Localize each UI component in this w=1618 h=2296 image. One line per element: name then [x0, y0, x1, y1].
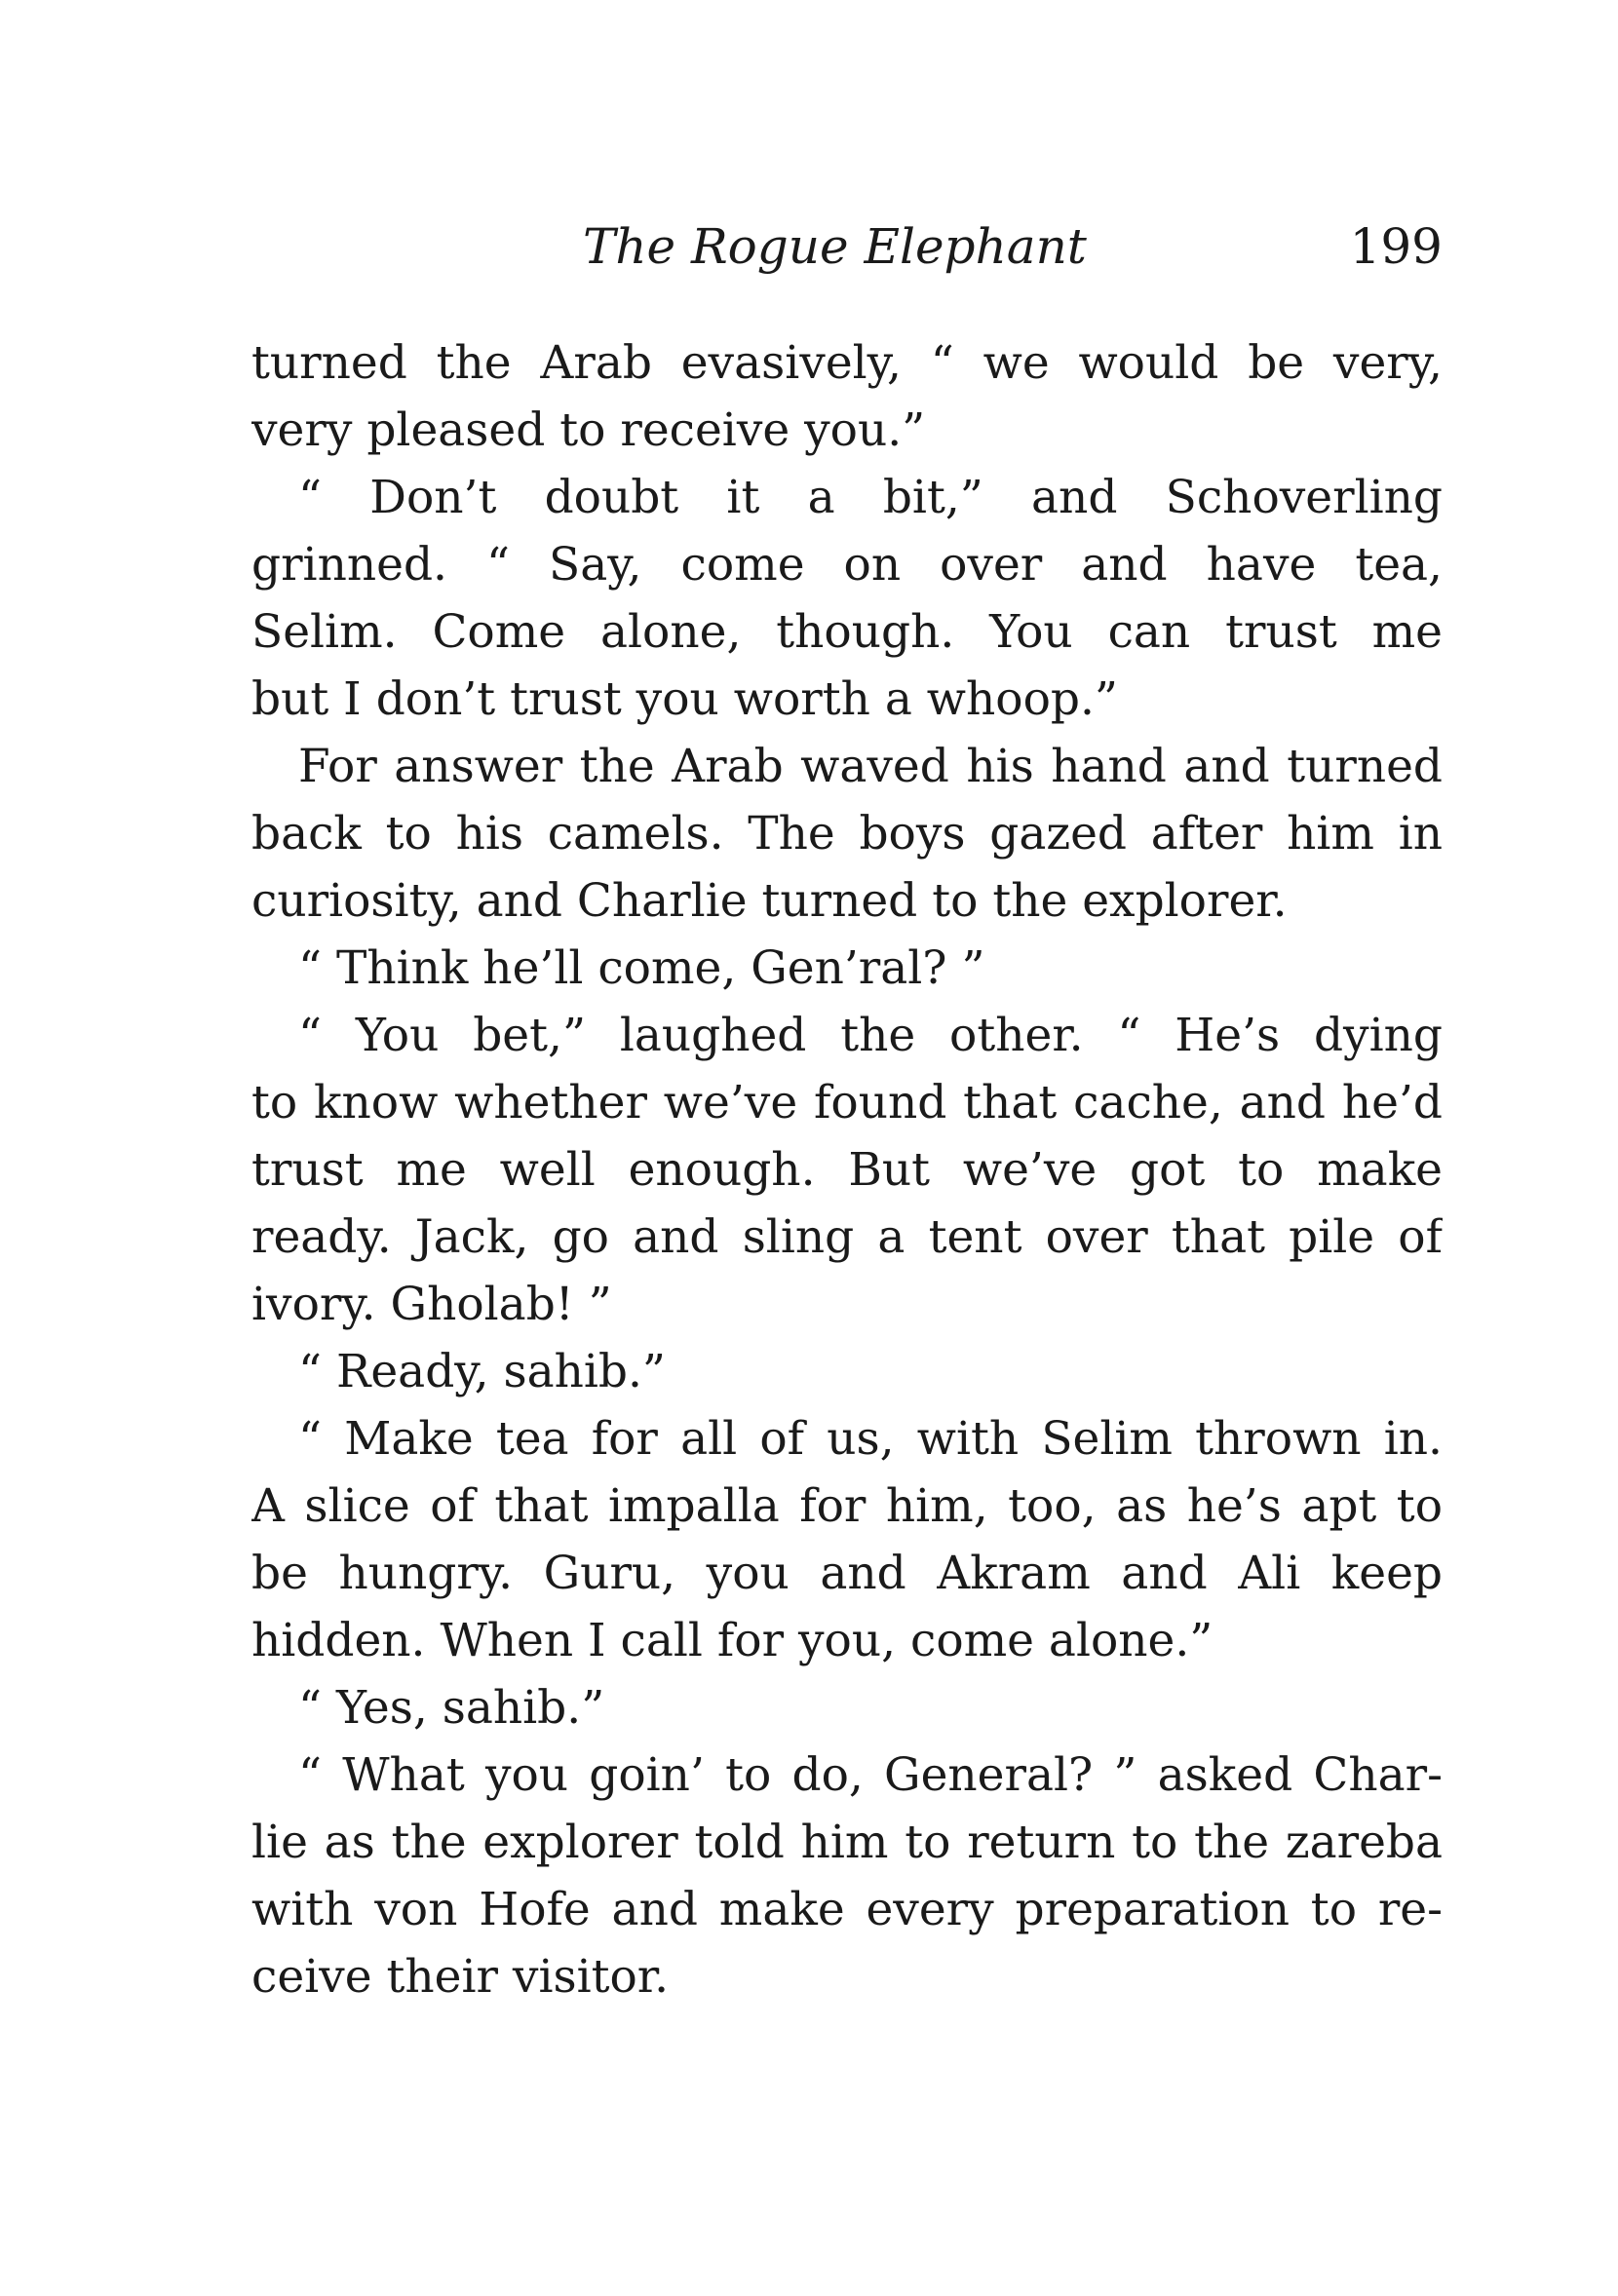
- text-line: curiosity, and Charlie turned to the explorer.: [251, 874, 1288, 928]
- text-line: be hungry. Guru, you and Akram and Ali keep: [251, 1547, 1443, 1600]
- running-head: [251, 212, 1443, 281]
- text-line: “ Ready, sahib.”: [298, 1345, 666, 1398]
- text-line: ready. Jack, go and sling a tent over that pile of: [251, 1210, 1443, 1264]
- text-line: back to his camels. The boys gazed after him in: [251, 807, 1443, 861]
- text-line: For answer the Arab waved his hand and turned: [298, 740, 1443, 793]
- text-line: trust me well enough. But we’ve got to make: [251, 1143, 1443, 1197]
- text-line: very pleased to receive you.”: [251, 403, 926, 457]
- text-line: lie as the explorer told him to return to the zareba: [251, 1816, 1443, 1869]
- text-line: but I don’t trust you worth a whoop.”: [251, 672, 1118, 726]
- text-line: hidden. When I call for you, come alone.”: [251, 1614, 1214, 1667]
- text-line: ivory. Gholab! ”: [251, 1278, 612, 1331]
- text-line: A slice of that impalla for him, too, as he’s apt to: [251, 1479, 1443, 1533]
- text-line: “ You bet,” laughed the other. “ He’s dying: [298, 1009, 1443, 1062]
- text-line: Selim. Come alone, though. You can trust me: [251, 605, 1443, 659]
- running-head-title: The Rogue Elephant: [583, 218, 1087, 275]
- text-line: turned the Arab evasively, “ we would be very,: [251, 336, 1443, 390]
- text-line: to know whether we’ve found that cache, and he’d: [251, 1076, 1443, 1129]
- text-line: “ Make tea for all of us, with Selim thrown in.: [298, 1412, 1443, 1466]
- text-line: “ Don’t doubt it a bit,” and Schoverling: [298, 471, 1443, 524]
- text-line: grinned. “ Say, come on over and have tea,: [251, 538, 1443, 592]
- text-line: “ What you goin’ to do, General? ” asked Char-: [298, 1748, 1443, 1802]
- page-number: 199: [1349, 218, 1443, 275]
- text-line: with von Hofe and make every preparation to re-: [251, 1883, 1443, 1936]
- text-line: ceive their visitor.: [251, 1950, 670, 2004]
- text-line: “ Think he’ll come, Gen’ral? ”: [298, 941, 985, 995]
- body-text: [251, 329, 1443, 2010]
- text-line: “ Yes, sahib.”: [298, 1681, 605, 1735]
